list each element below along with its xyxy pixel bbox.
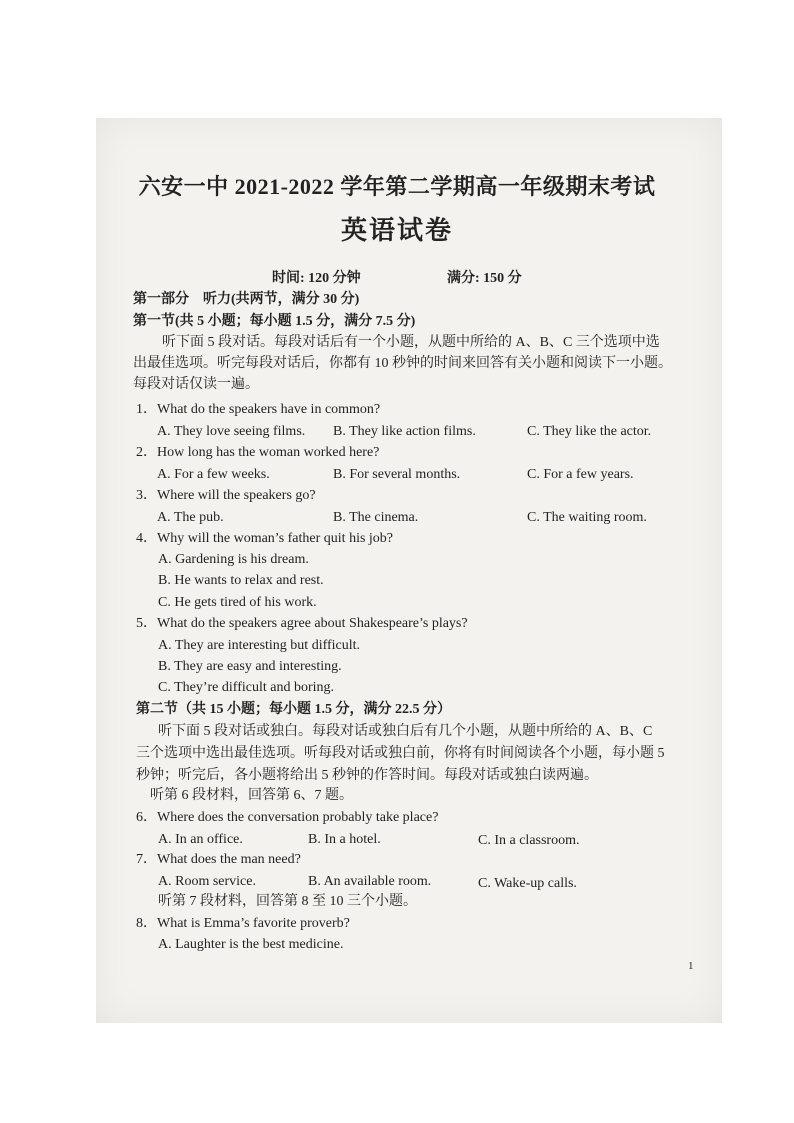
section1-heading: 第一节(共 5 小题；每小题 1.5 分，满分 7.5 分) xyxy=(133,314,416,329)
group-7-instruction: 听第 7 段材料，回答第 8 至 10 三个小题。 xyxy=(158,894,417,909)
section2-instruction-3: 秒钟；听完后，各小题将给出 5 秒钟的作答时间。每段对话或独白读两遍。 xyxy=(136,768,598,783)
section1-instruction-1: 听下面 5 段对话。每段对话后有一个小题，从题中所给的 A、B、C 三个选项中选 xyxy=(162,335,660,350)
q2-option-a: A. For a few weeks. xyxy=(157,467,270,482)
group-6-instruction: 听第 6 段材料，回答第 6、7 题。 xyxy=(150,788,353,803)
q4-option-b: B. He wants to relax and rest. xyxy=(158,573,324,588)
q1-option-a: A. They love seeing films. xyxy=(157,424,306,439)
q1-option-b: B. They like action films. xyxy=(333,424,476,439)
question-8: 8．What is Emma’s favorite proverb? xyxy=(136,916,350,931)
q7-option-a: A. Room service. xyxy=(158,874,256,889)
q5-option-b: B. They are easy and interesting. xyxy=(158,659,342,674)
q6-option-b: B. In a hotel. xyxy=(308,832,381,847)
q3-option-c: C. The waiting room. xyxy=(527,510,647,525)
q6-option-a: A. In an office. xyxy=(158,832,243,847)
q1-option-c: C. They like the actor. xyxy=(527,424,652,439)
q6-option-c: C. In a classroom. xyxy=(478,833,580,848)
q5-option-a: A. They are interesting but difficult. xyxy=(158,638,361,653)
q3-option-a: A. The pub. xyxy=(157,510,224,525)
q2-option-c: C. For a few years. xyxy=(527,467,634,482)
q4-option-c: C. He gets tired of his work. xyxy=(158,595,317,610)
exam-time: 时间: 120 分钟 xyxy=(272,271,361,286)
q5-option-c: C. They’re difficult and boring. xyxy=(158,680,334,695)
section2-heading: 第二节（共 15 小题；每小题 1.5 分，满分 22.5 分） xyxy=(136,702,451,717)
question-3: 3．Where will the speakers go? xyxy=(136,488,316,503)
question-2: 2．How long has the woman worked here? xyxy=(136,445,380,460)
section1-instruction-2: 出最佳选项。听完每段对话后，你都有 10 秒钟的时间来回答有关小题和阅读下一小题。 xyxy=(133,356,672,371)
q7-option-c: C. Wake-up calls. xyxy=(478,876,577,891)
q4-option-a: A. Gardening is his dream. xyxy=(158,552,309,567)
question-5: 5．What do the speakers agree about Shakespeare’s plays? xyxy=(136,616,468,631)
q8-option-a: A. Laughter is the best medicine. xyxy=(158,937,344,952)
question-1: 1．What do the speakers have in common? xyxy=(136,402,381,417)
q3-option-b: B. The cinema. xyxy=(333,510,419,525)
question-7: 7．What does the man need? xyxy=(136,852,301,867)
q2-option-b: B. For several months. xyxy=(333,467,461,482)
section2-instruction-2: 三个选项中选出最佳选项。听每段对话或独白前，你将有时间阅读各个小题，每小题 5 xyxy=(136,746,665,761)
exam-title: 六安一中 2021-2022 学年第二学期高一年级期末考试 xyxy=(138,174,656,199)
exam-score: 满分: 150 分 xyxy=(447,271,522,286)
question-4: 4．Why will the woman’s father quit his job? xyxy=(136,531,394,546)
section2-instruction-1: 听下面 5 段对话或独白。每段对话或独白后有几个小题，从题中所给的 A、B、C xyxy=(158,724,653,739)
exam-subtitle: 英语试卷 xyxy=(340,216,453,245)
part1-heading: 第一部分 听力(共两节，满分 30 分) xyxy=(133,292,360,307)
section1-instruction-3: 每段对话仅读一遍。 xyxy=(133,377,259,392)
q7-option-b: B. An available room. xyxy=(308,874,432,889)
page-number: 1 xyxy=(688,960,694,972)
question-6: 6．Where does the conversation probably take place? xyxy=(136,810,439,825)
